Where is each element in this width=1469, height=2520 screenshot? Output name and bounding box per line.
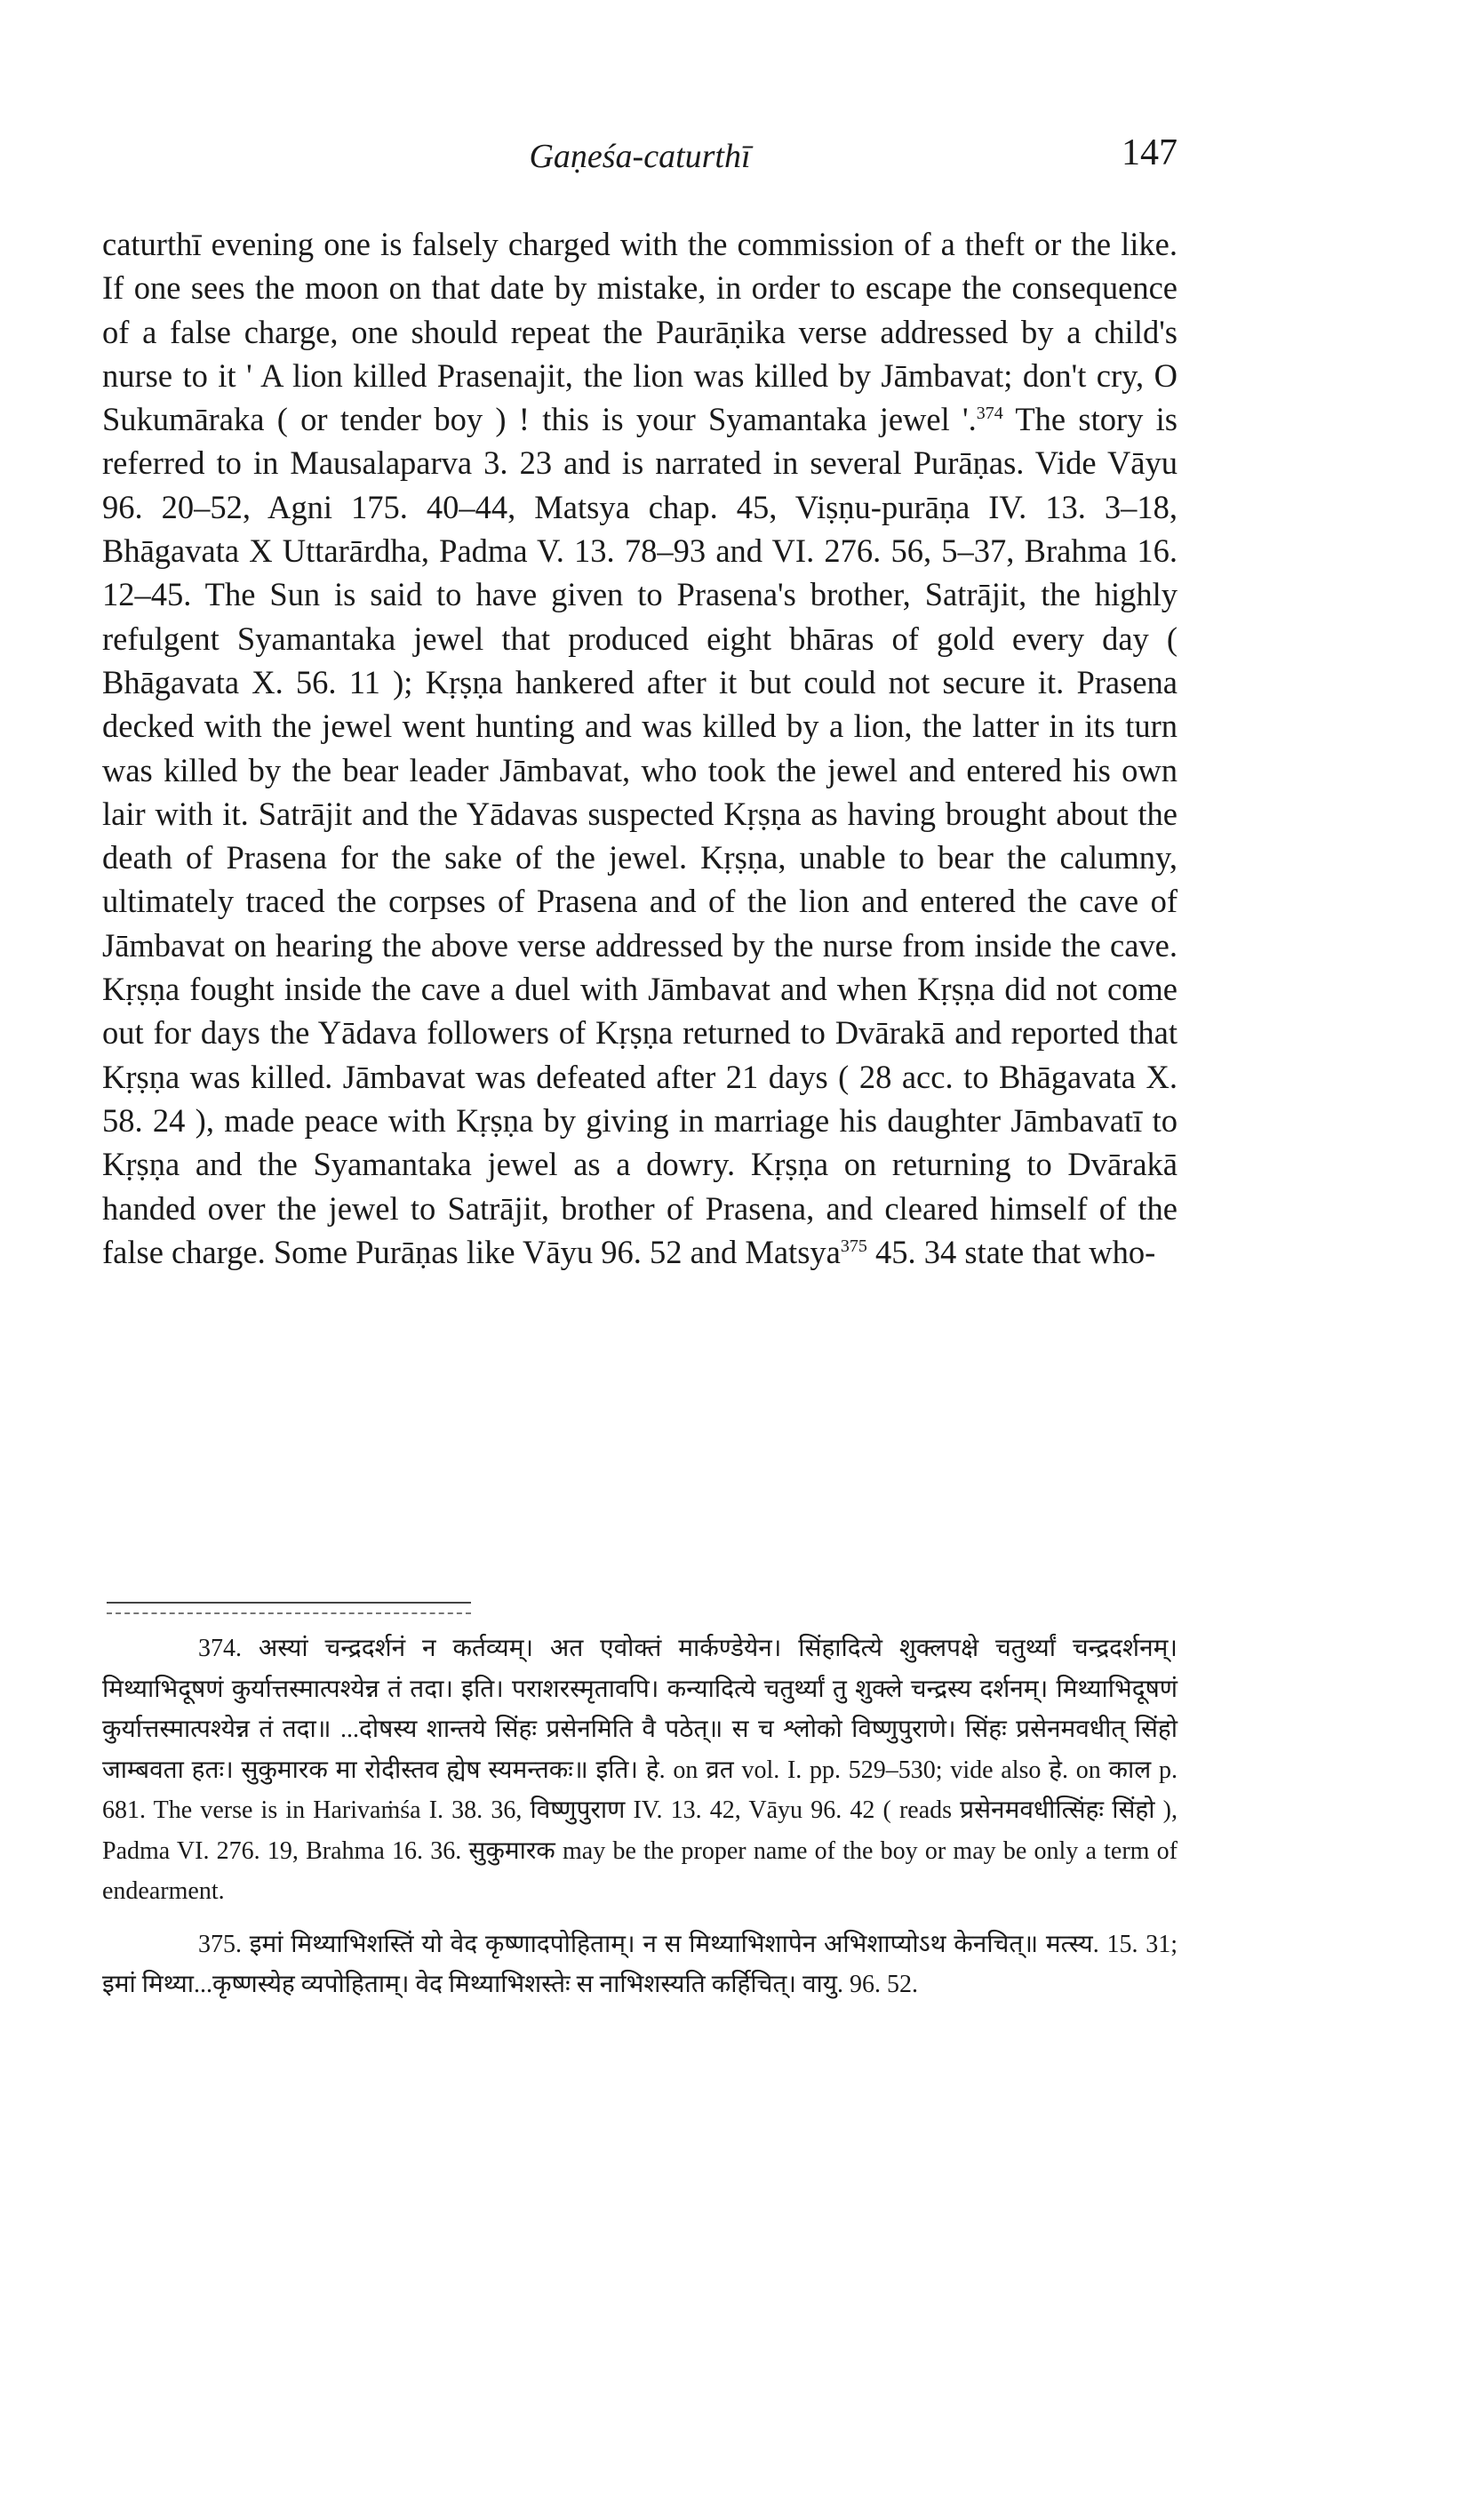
page-number: 147 — [1122, 132, 1178, 173]
footnote-separator — [107, 1602, 471, 1614]
footnote-text: 374. अस्यां चन्द्रदर्शनं न कर्तव्यम्। अत एवोक्तं मार्कण्डेयेन। सिंहादित्ये शुक्लपक्षे चतुर्थ्यां चन्द्रदर्शनम्। मिथ्याभिदूषणं कुर्यात्तस्मात्पश्येन्न तं तदा। इति। पराशरस्मृतावपि। कन्यादित्ये चतुर्थ्यां तु शुक्ले चन्द्रस्य दर्शनम्। मिथ्याभिदूषणं कुर्यात्तस्मात्पश्येन्न तं तदा॥ ...दोषस्य शान्तये सिंहः प्रसेनमिति वै पठेत्॥ स च श्लोको विष्णुपुराणे। सिंहः प्रसेनमवधीत् सिंहो जाम्बवता हतः। सुकुमारक मा रोदीस्तव ह्येष स्यमन्तकः॥ इति। हे. on व्रत vol. I. pp. 529–530; vide also हे. on काल p. 681. The verse is in Harivaṁśa I. 38. 36, विष्णुपुराण IV. 13. 42, Vāyu 96. 42 ( reads प्रसेनमवधीत्सिंहः सिंहो ), Padma VI. 276. 19, Brahma 16. 36. सुकुमारक may be the proper name of the boy or may be only a term of endearment. — [102, 1635, 1178, 1905]
body-text-part-1: caturthī evening one is falsely charged with the commission of a theft or the like. If one sees the moon on that date by mistake, in order to escape the consequence of a false charge, one should repeat the Paurāṇika verse addressed by a child's nurse to it ' A lion killed Prasenajit, the lion was killed by Jāmbavat; don't cry, O Sukumāraka ( or tender boy ) ! this is your Syamantaka jewel '. — [102, 226, 1178, 438]
body-text-part-3: 45. 34 state that who- — [866, 1233, 1156, 1270]
footnotes — [102, 1628, 1178, 2005]
running-title: Gaṇeśa-caturthī — [529, 138, 751, 175]
footnote-ref-374: 374 — [976, 404, 1003, 424]
footnote-374 — [102, 1628, 1178, 1912]
running-head — [102, 132, 1178, 185]
footnote-ref-375: 375 — [840, 1236, 867, 1256]
body-text-part-2: The story is referred to in Mausalaparva 3. 23 and is narrated in several Purāṇas. Vide Vāyu 96. 20–52, Agni 175. 40–44, Matsya chap. 45, Viṣṇu-purāṇa IV. 13. 3–18, Bhāgavata X Uttarārdha, Padma V. 13. 78–93 and VI. 276. 56, 5–37, Brahma 16. 12–45. The Sun is said to have given to Prasena's brother, Satrājit, the highly refulgent Syamantaka jewel that produced eight bhāras of gold every day ( Bhāgavata X. 56. 11 ); Kṛṣṇa hankered after it but could not secure it. Prasena decked with the jewel went hunting and was killed by a lion, the latter in its turn was killed by the bear leader Jāmbavat, who took the jewel and entered his own lair with it. Satrājit and the Yādavas suspected Kṛṣṇa as having brought about the death of Prasena for the sake of the jewel. Kṛṣṇa, unable to bear the calumny, ultimately traced the corpses of Prasena and of the lion and entered the cave of Jāmbavat on hearing the above verse addressed by the nurse from inside the cave. Kṛṣṇa fought inside the cave a duel with Jāmbavat and when Kṛṣṇa did not come out for days the Yādava followers of Kṛṣṇa returned to Dvārakā and reported that Kṛṣṇa was killed. Jāmbavat was defeated after 21 days ( 28 acc. to Bhāgavata X. 58. 24 ), made peace with Kṛṣṇa by giving in marriage his daughter Jāmbavatī to Kṛṣṇa and the Syamantaka jewel as a dowry. Kṛṣṇa on returning to Dvārakā handed over the jewel to Satrājit, brother of Prasena, and cleared himself of the false charge. Some Purāṇas like Vāyu 96. 52 and Matsya — [102, 401, 1178, 1270]
body-paragraph — [102, 222, 1178, 1274]
footnote-375 — [102, 1924, 1178, 2005]
footnote-text: 375. इमां मिथ्याभिशस्तिं यो वेद कृष्णादपोहिताम्। न स मिथ्याभिशापेन अभिशाप्योऽथ केनचित्॥ मत्स्य. 15. 31; इमां मिथ्या...कृष्णस्येह व्यपोहिताम्। वेद मिथ्याभिशस्तेः स नाभिशस्यति कर्हिचित्। वायु. 96. 52. — [102, 1930, 1178, 1998]
